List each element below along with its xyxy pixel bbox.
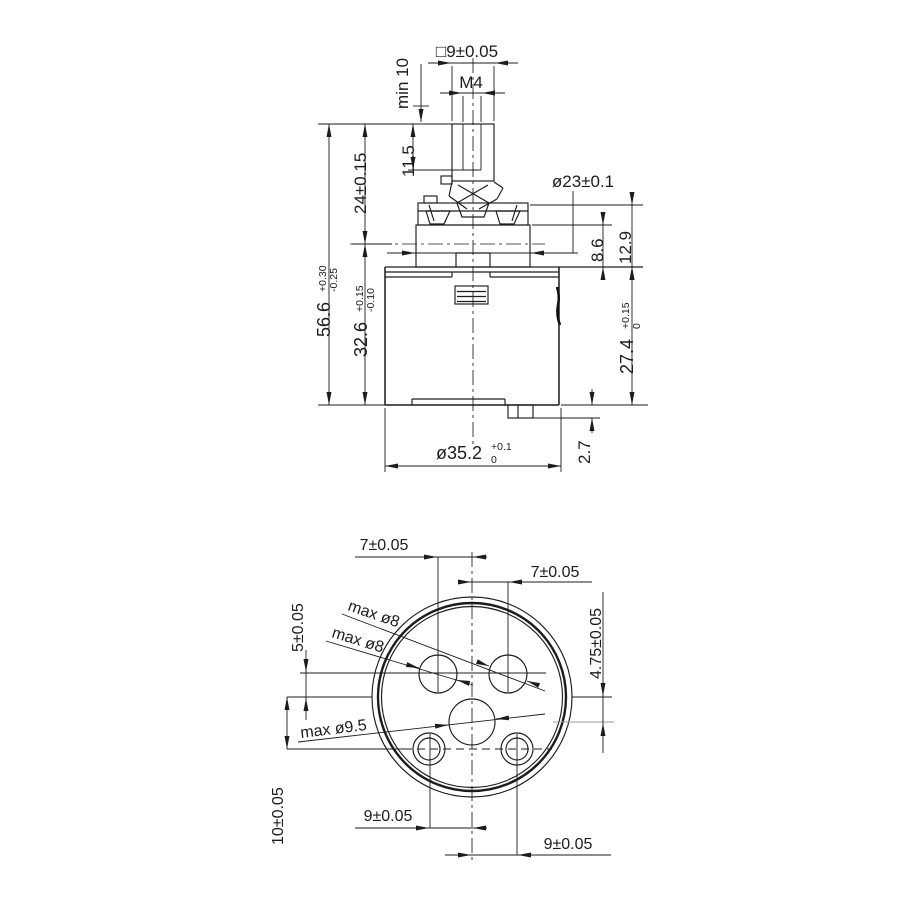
dim-11-5-label: 11.5 [399, 145, 418, 177]
leader-max-d8-lower [326, 641, 473, 685]
dim-56-6-group [314, 265, 340, 337]
dim-4-75-label: 4.75±0.05 [588, 607, 605, 679]
label-max-d9-5: max ø9.5 [299, 716, 368, 742]
dim-9-left-label: 9±0.05 [363, 808, 413, 825]
dim-27-4-label: 27.4 [617, 338, 637, 374]
dim-7-right-label: 7±0.05 [530, 564, 580, 581]
stem-side-tab [441, 176, 452, 184]
dim-32-6-group [351, 285, 377, 357]
dim-32-6-tol-minus: -0.10 [365, 288, 377, 312]
dim-35-2-label: ø35.2 [436, 443, 483, 463]
clip-detail [455, 286, 488, 304]
dim-56-6-tol-minus: -0.25 [328, 268, 340, 292]
dim-32-6-tol-plus: +0.15 [354, 285, 366, 312]
dim-35-2-tol-minus: 0 [491, 454, 497, 466]
label-max-d8-upper: max ø8 [345, 597, 402, 632]
dim-27-4-tol-minus: 0 [631, 323, 643, 329]
bottom-view [270, 537, 614, 862]
side-view-dimensions [314, 42, 648, 472]
dim-min10-label: min 10 [393, 57, 412, 109]
dim-12-9-label: 12.9 [616, 230, 635, 264]
dim-35-2-tol-plus: +0.1 [491, 441, 512, 453]
dim-9-right-label: 9±0.05 [543, 836, 593, 853]
dim-56-6-tol-plus: +0.30 [317, 265, 329, 292]
dim-2-7-label: 2.7 [575, 440, 594, 464]
dim-24-label: 24±0.15 [351, 152, 370, 214]
dim-23-label: ø23±0.1 [551, 172, 615, 191]
dim-32-6-label: 32.6 [351, 321, 371, 357]
dim-m4-label: M4 [459, 73, 483, 92]
dim-56-6-label: 56.6 [314, 301, 334, 337]
dim-square9-label: □9±0.05 [435, 42, 499, 61]
dim-5-label: 5±0.05 [290, 603, 307, 652]
dim-7-left-label: 7±0.05 [359, 537, 409, 554]
dim-27-4-group [617, 302, 643, 374]
side-view [314, 42, 648, 472]
dim-35-2-group [436, 441, 512, 466]
dim-10-label: 10±0.05 [270, 787, 287, 845]
dim-8-6-label: 8.6 [588, 238, 607, 262]
side-lug [508, 405, 533, 418]
label-max-d8-lower: max ø8 [329, 624, 386, 657]
body-outline [385, 267, 643, 405]
dim-27-4-tol-plus: +0.15 [620, 302, 632, 329]
